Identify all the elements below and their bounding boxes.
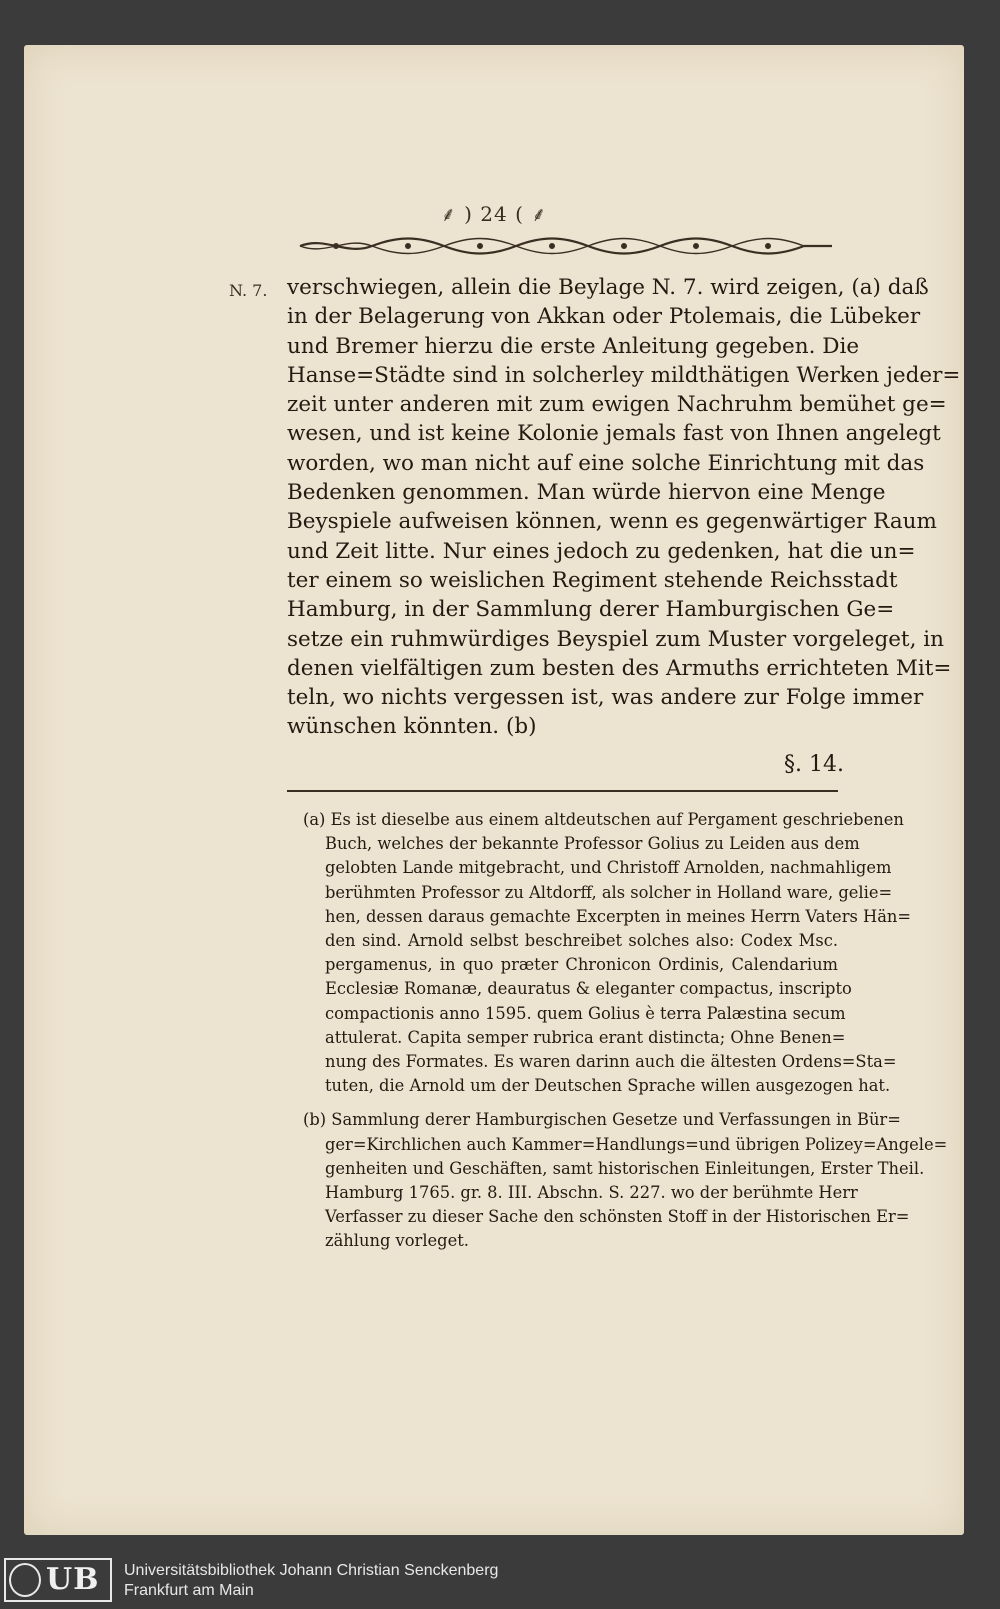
footnote-divider <box>287 790 838 792</box>
body-line: Beyspiele aufweisen können, wenn es gegenwärtiger Raum <box>287 509 937 535</box>
footnote-a <box>303 808 912 1098</box>
footnote-line: ger=Kirchlichen auch Kammer=Handlungs=und übrigen Polizey=Angele= <box>325 1134 948 1154</box>
library-name: Universitätsbibliothek Johann Christian Senckenberg <box>124 1562 499 1579</box>
body-line: zeit unter anderen mit zum ewigen Nachruhm bemühet ge= <box>287 392 947 418</box>
footnote-b <box>303 1108 948 1253</box>
footnotes <box>303 808 948 1254</box>
footnote-line: Hamburg 1765. gr. 8. III. Abschn. S. 227. wo der berühmte Herr <box>325 1183 858 1203</box>
main-paragraph <box>287 273 961 742</box>
body-line: setze ein ruhmwürdiges Beyspiel zum Muster vorgeleget, in <box>287 626 944 652</box>
footnote-line: (a) Es ist dieselbe aus einem altdeutschen auf Pergament geschriebenen <box>303 810 904 829</box>
footnote-line: genheiten und Geschäften, samt historischen Einleitungen, Erster Theil. <box>325 1158 925 1178</box>
body-line: teln, wo nichts vergessen ist, was andere zur Folge immer <box>287 685 924 711</box>
body-line: Hanse=Städte sind in solcherley mildthätigen Werken jeder= <box>287 362 961 388</box>
document-page <box>24 45 964 1535</box>
body-line: in der Belagerung von Akkan oder Ptolemais, die Lübeker <box>287 304 921 330</box>
body-line: und Zeit litte. Nur eines jedoch zu gedenken, hat die un= <box>287 538 916 564</box>
body-line: denen vielfältigen zum besten des Armuths errichteten Mit= <box>287 655 952 681</box>
body-line: verschwiegen, allein die Beylage N. 7. wird zeigen, (a) daß <box>287 275 929 300</box>
ub-logo[interactable] <box>4 1558 112 1602</box>
section-catchword: §. 14. <box>784 752 844 777</box>
footnote-line: berühmten Professor zu Altdorff, als solcher in Holland ware, gelie= <box>325 882 893 902</box>
footnote-line: Buch, welches der bekannte Professor Golius zu Leiden aus dem <box>325 834 860 854</box>
ub-logo-text: UB <box>46 1562 100 1597</box>
footnote-line: pergamenus, in quo præter Chronicon Ordinis, Calendarium <box>325 955 838 975</box>
footnote-line: nung des Formates. Es waren darinn auch die ältesten Ordens=Sta= <box>325 1052 897 1072</box>
seal-icon <box>9 1563 41 1597</box>
body-line: Hamburg, in der Sammlung derer Hamburgischen Ge= <box>287 597 895 623</box>
body-line: Bedenken genommen. Man würde hiervon eine Menge <box>287 480 886 506</box>
footnote-line: gelobten Lande mitgebracht, und Christoff Arnolden, nachmahligem <box>325 858 892 878</box>
margin-reference: N. 7. <box>229 281 268 300</box>
footnote-line: hen, dessen daraus gemachte Excerpten in meines Herrn Vaters Hän= <box>325 906 912 926</box>
body-line: ter einem so weislichen Regiment stehende Reichsstadt <box>287 567 898 593</box>
body-line: wünschen könnten. (b) <box>287 714 537 740</box>
page-number: ⸙ ) 24 ( ⸙ <box>440 202 548 226</box>
footnote-line: Verfasser zu dieser Sache den schönsten Stoff in der Historischen Er= <box>325 1207 910 1227</box>
footnote-line: tuten, die Arnold um der Deutschen Sprache willen ausgezogen hat. <box>325 1076 891 1096</box>
footnote-line: attulerat. Capita semper rubrica erant distincta; Ohne Benen= <box>325 1027 846 1047</box>
footnote-line: compactionis anno 1595. quem Golius è terra Palæstina secum <box>325 1003 846 1023</box>
library-location: Frankfurt am Main <box>124 1582 254 1599</box>
body-line: wesen, und ist keine Kolonie jemals fast von Ihnen angelegt <box>287 421 941 447</box>
footnote-line: (b) Sammlung derer Hamburgischen Gesetze und Verfassungen in Bür= <box>303 1110 901 1130</box>
decorative-border-ornament <box>296 234 836 258</box>
footnote-line: zählung vorleget. <box>325 1231 469 1251</box>
footnote-line: Ecclesiæ Romanæ, deauratus & eleganter compactus, inscripto <box>325 979 852 999</box>
footnote-line: den sind. Arnold selbst beschreibet solches also: Codex Msc. <box>325 931 838 951</box>
body-line: worden, wo man nicht auf eine solche Einrichtung mit das <box>287 450 925 476</box>
body-line: und Bremer hierzu die erste Anleitung gegeben. Die <box>287 333 860 359</box>
library-footer <box>0 1552 1000 1609</box>
